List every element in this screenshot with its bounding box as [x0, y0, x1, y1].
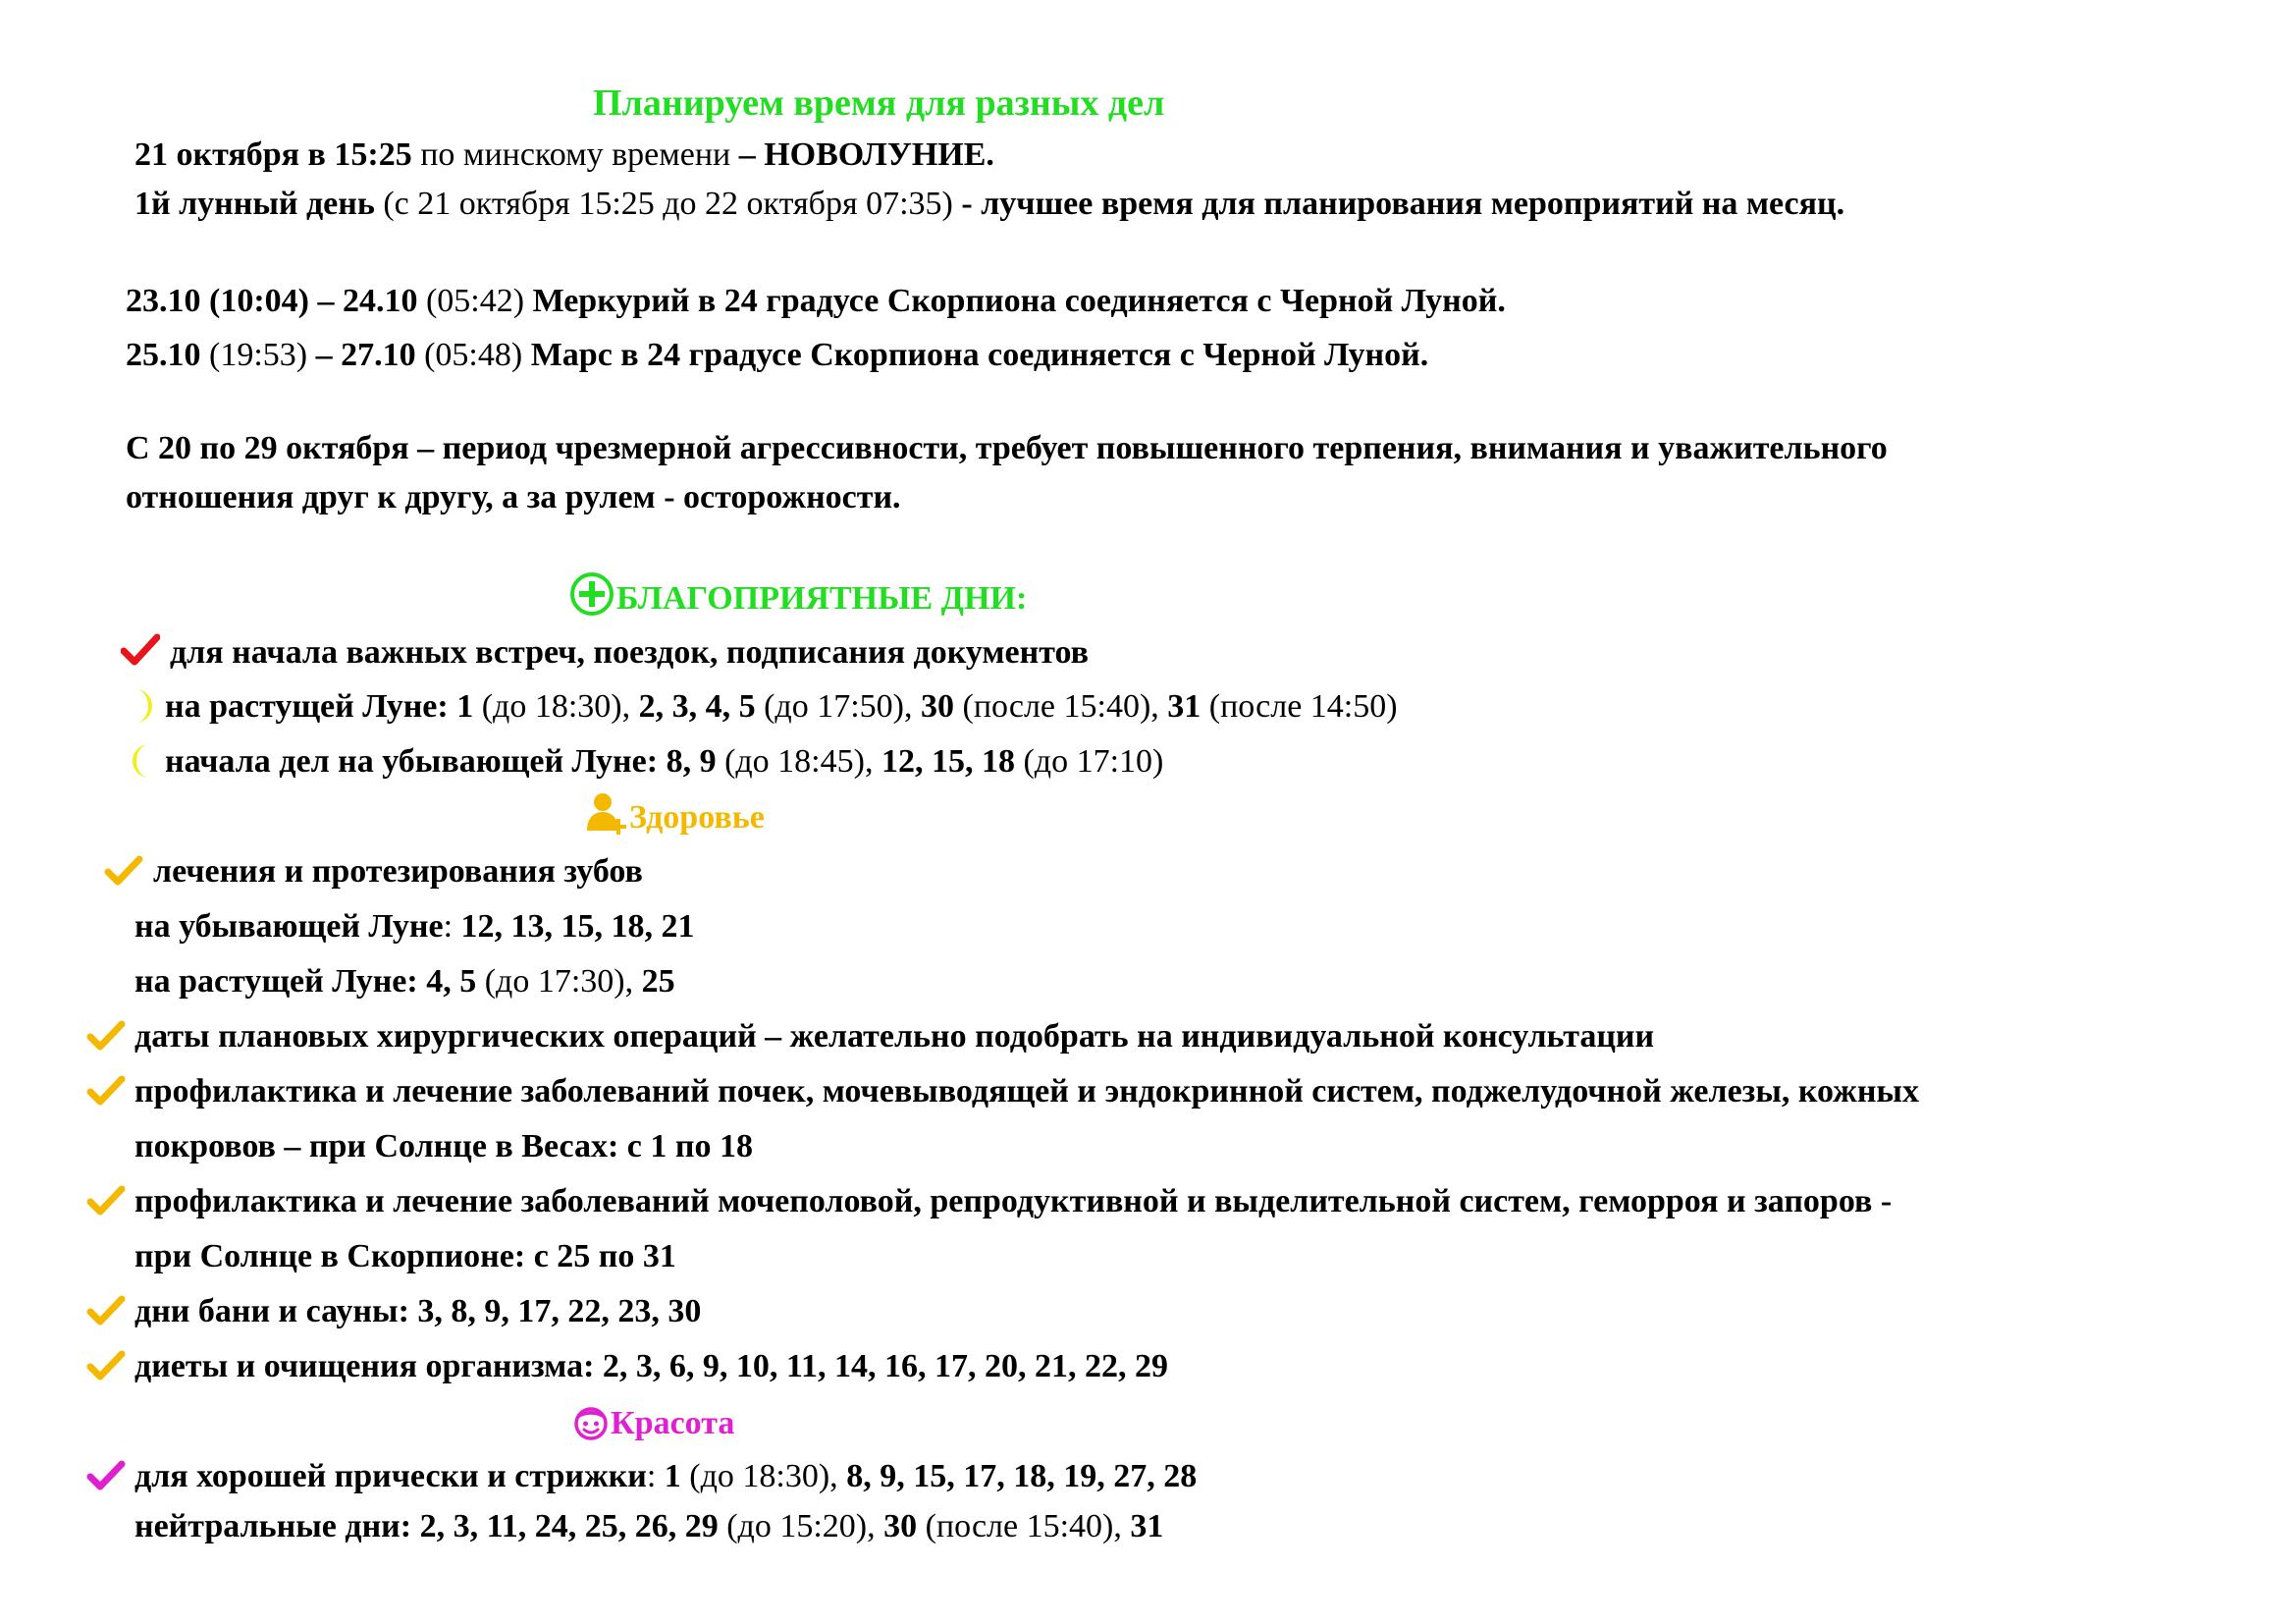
face-icon [572, 1403, 610, 1442]
check-icon [104, 854, 143, 888]
kidneys-line-1 [134, 1072, 1919, 1111]
diet-line [134, 1347, 1168, 1386]
neutral-time-2: (после 15:40), [917, 1508, 1122, 1544]
check-icon [121, 633, 160, 667]
genito-text-1: профилактика и лечение заболеваний мочеполовой, репродуктивной и выделительной систем, геморроя и запоров - [134, 1183, 1893, 1219]
teeth-waxing-label: на растущей Луне: [134, 963, 418, 1000]
neutral-day-2: 30 [875, 1508, 918, 1544]
waxing-time-2: (до 17:50), [755, 688, 913, 725]
kidneys-text-1: профилактика и лечение заболеваний почек, мочевыводящей и эндокринной систем, поджелудочной железы, кожных [134, 1073, 1919, 1110]
mercury-start: 23.10 (10:04) – 24.10 [126, 283, 418, 319]
newmoon-tz: по минскому времени [411, 136, 731, 173]
mercury-line [126, 282, 1506, 321]
neutral-day-3: 31 [1121, 1508, 1164, 1544]
mars-start-time: (19:53) [200, 337, 308, 373]
check-icon [86, 1184, 126, 1218]
genito-text-2: при Солнце в Скорпионе: с 25 по 31 [134, 1238, 676, 1274]
waning-line [165, 742, 1163, 782]
check-icon [86, 1459, 126, 1492]
haircut-line [134, 1457, 1197, 1496]
neutral-line [134, 1507, 1163, 1546]
lunar-day-label: 1й лунный день [134, 186, 375, 222]
waning-time-2: (до 17:10) [1014, 743, 1164, 780]
person-plus-icon [586, 791, 629, 837]
neutral-time-1: (до 15:20), [718, 1508, 876, 1544]
check-icon [86, 1019, 126, 1053]
lunar-day-text: - лучшее время для планирования мероприятий на месяц. [952, 186, 1845, 222]
health-heading: Здоровье [629, 799, 765, 836]
mars-start: 25.10 [126, 337, 201, 373]
teeth-waning-line [134, 907, 695, 947]
haircut-label: для хорошей прически и стрижки [134, 1458, 647, 1494]
aggression-text-2: отношения друг к другу, а за рулем - осторожности. [126, 479, 901, 515]
page-title: Планируем время для разных дел [593, 82, 1165, 124]
waxing-day-2: 2, 3, 4, 5 [630, 688, 756, 725]
newmoon-line [134, 135, 994, 175]
teeth-waxing-line [134, 962, 675, 1001]
waxing-day-3: 30 [912, 688, 954, 725]
mercury-text: Меркурий в 24 градусе Скорпиона соединяется с Черной Луной. [524, 283, 1506, 319]
waxing-time-1: (до 18:30), [473, 688, 631, 725]
beauty-heading: Красота [611, 1405, 735, 1441]
sauna-text: дни бани и сауны: 3, 8, 9, 17, 22, 23, 30 [134, 1293, 702, 1329]
waxing-time-3: (после 15:40), [954, 688, 1159, 725]
aggression-line-1 [126, 429, 1888, 468]
waxing-day-1: 1 [448, 688, 474, 725]
neutral-label: нейтральные дни: 2, 3, 11, 24, 25, 26, 29 [134, 1508, 719, 1544]
waxing-label: на растущей Луне: [165, 688, 449, 725]
teeth-text: лечения и протезирования зубов [153, 853, 643, 890]
favorable-heading: БЛАГОПРИЯТНЫЕ ДНИ: [616, 580, 1028, 617]
waning-day-2: 12, 15, 18 [873, 743, 1015, 780]
check-icon [86, 1349, 126, 1382]
genito-line-2 [134, 1237, 676, 1276]
teeth-waxing-days: 4, 5 [417, 963, 477, 1000]
check-icon [86, 1074, 126, 1108]
haircut-day-1: 1 [656, 1458, 681, 1494]
mercury-end: (05:42) [417, 283, 525, 319]
teeth-waning-colon: : [443, 908, 454, 945]
sauna-line [134, 1292, 701, 1331]
teeth-waxing-days-2: 25 [633, 963, 675, 1000]
aggression-text-1: С 20 по 29 октября – период чрезмерной агрессивности, требует повышенного терпения, внимания и уважительного [126, 430, 1888, 466]
surgery-text: даты плановых хирургических операций – желательно подобрать на индивидуальной консультации [134, 1018, 1655, 1055]
aggression-line-2 [126, 478, 901, 517]
mars-dash: – 27.10 [307, 337, 416, 373]
meetings-line [170, 633, 1089, 673]
waning-day-1: 8, 9 [658, 743, 717, 780]
mars-text: Марс в 24 градусе Скорпиона соединяется с Черной Луной. [522, 337, 1429, 373]
waxing-moon-icon [128, 687, 159, 725]
waning-moon-icon [126, 742, 159, 780]
haircut-time-1: (до 18:30), [680, 1458, 838, 1494]
teeth-waning-days: 12, 13, 15, 18, 21 [453, 908, 695, 945]
kidneys-text-2: покровов – при Солнце в Весах: с 1 по 18 [134, 1128, 753, 1164]
diet-text: диеты и очищения организма: 2, 3, 6, 9, 10, 11, 14, 16, 17, 20, 21, 22, 29 [134, 1348, 1169, 1384]
waning-time-1: (до 18:45), [716, 743, 874, 780]
newmoon-date: 21 октября в 15:25 [134, 136, 412, 173]
waxing-line [165, 687, 1398, 727]
genito-line-1 [134, 1182, 1892, 1221]
kidneys-line-2 [134, 1127, 753, 1166]
waxing-time-4: (после 14:50) [1201, 688, 1398, 725]
mars-line [126, 336, 1428, 375]
haircut-colon: : [646, 1458, 657, 1494]
plus-circle-icon [568, 570, 615, 618]
waning-label: начала дел на убывающей Луне: [165, 743, 659, 780]
teeth-waxing-time: (до 17:30), [476, 963, 634, 1000]
teeth-line [153, 852, 643, 892]
surgery-line [134, 1017, 1654, 1056]
lunar-day-line [134, 185, 1844, 224]
meetings-text: для начала важных встреч, поездок, подписания документов [170, 634, 1089, 671]
haircut-days-2: 8, 9, 15, 17, 18, 19, 27, 28 [837, 1458, 1198, 1494]
waxing-day-4: 31 [1158, 688, 1201, 725]
mars-end-time: (05:48) [415, 337, 523, 373]
check-icon [86, 1294, 126, 1327]
newmoon-event: – НОВОЛУНИЕ. [730, 136, 994, 173]
lunar-day-period: (с 21 октября 15:25 до 22 октября 07:35) [374, 186, 953, 222]
teeth-waning-label: на убывающей Луне [134, 908, 444, 945]
